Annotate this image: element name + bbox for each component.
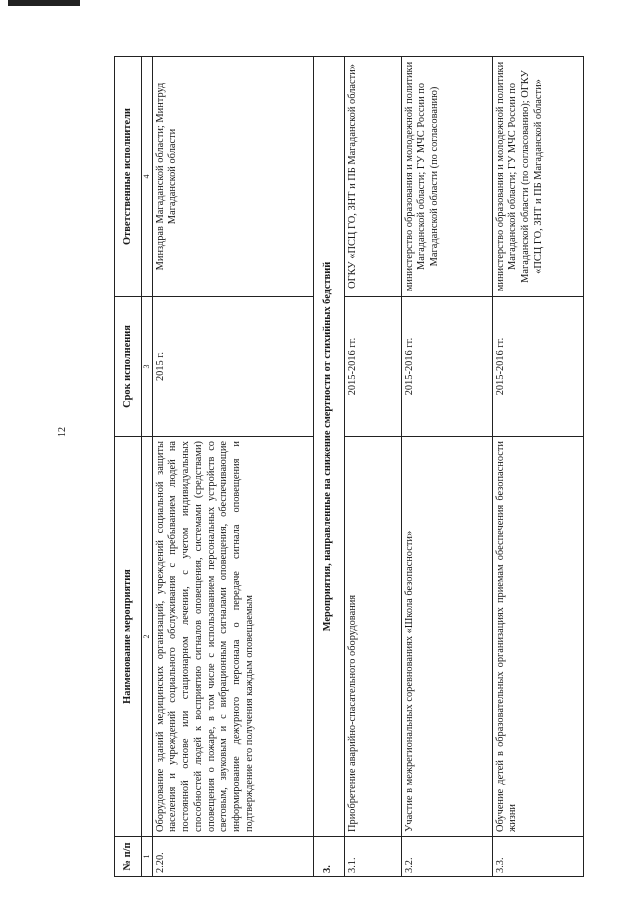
header-term: Срок исполнения — [115, 297, 142, 437]
header-num: № п/п — [115, 837, 142, 877]
column-index: 3 — [142, 297, 153, 437]
measure-term: 2015-2016 гг. — [492, 297, 583, 437]
measure-responsible: Минздрав Магаданской области; Минтруд Магаданской области — [152, 57, 313, 297]
measure-name: Обучение детей в образовательных организациях приемам обеспечения безопасности жизни — [492, 437, 583, 837]
column-index: 2 — [142, 437, 153, 837]
row-number: 3.3. — [492, 837, 583, 877]
table-row — [492, 57, 583, 877]
measure-name: Оборудование зданий медицинских организаций, учреждений социальной защиты населения и учреждений социального обслуживания с пребыванием людей на постоянной основе или стационарном лечении, с учетом индивидуальных способностей людей к восприятию сигналов оповещения, системами (средствами) оповещения о пожаре, в том числе с использованием персональных устройств со световым, звуковым и с вибрационным сигналами оповещения, обеспечивающие информирование дежурного персонала о передаче сигнала оповещения и подтверждение его получения каждым оповещаемым — [152, 437, 313, 837]
measure-term: 2015-2016 гг. — [344, 297, 401, 437]
measure-name: Участие в межрегиональных соревнованиях «Школа безопасности» — [401, 437, 492, 837]
measure-name: Приобретение аварийно-спасательного оборудования — [344, 437, 401, 837]
measure-responsible: ОГКУ «ПСЦ ГО, ЗНТ и ПБ Магаданской области» — [344, 57, 401, 297]
rotated-table-container — [114, 57, 612, 877]
row-number: 2.20. — [152, 837, 313, 877]
column-index: 1 — [142, 837, 153, 877]
section-number: 3. — [313, 837, 344, 877]
column-index-row — [142, 57, 153, 877]
measure-responsible: министерство образования и молодежной политики Магаданской области; ГУ МЧС России по Магаданской области (по согласованию) — [401, 57, 492, 297]
table-row — [152, 57, 313, 877]
measures-table — [114, 56, 584, 877]
header-row — [115, 57, 142, 877]
measure-responsible: министерство образования и молодежной политики Магаданской области; ГУ МЧС России по Магаданской области (по согласованию); ОГКУ «ПСЦ ГО, ЗНТ и ПБ Магаданской области» — [492, 57, 583, 297]
header-name: Наименование мероприятия — [115, 437, 142, 837]
table-row — [344, 57, 401, 877]
page-number: 12 — [57, 427, 68, 437]
row-number: 3.2. — [401, 837, 492, 877]
table-row — [401, 57, 492, 877]
column-index: 4 — [142, 57, 153, 297]
section-title: Мероприятия, направленные на снижение смертности от стихийных бедствий — [313, 57, 344, 837]
row-number: 3.1. — [344, 837, 401, 877]
scan-edge-mark — [8, 0, 80, 6]
measure-term: 2015-2016 гг. — [401, 297, 492, 437]
section-row — [313, 57, 344, 877]
measure-term: 2015 г. — [152, 297, 313, 437]
header-responsible: Ответственные исполнители — [115, 57, 142, 297]
